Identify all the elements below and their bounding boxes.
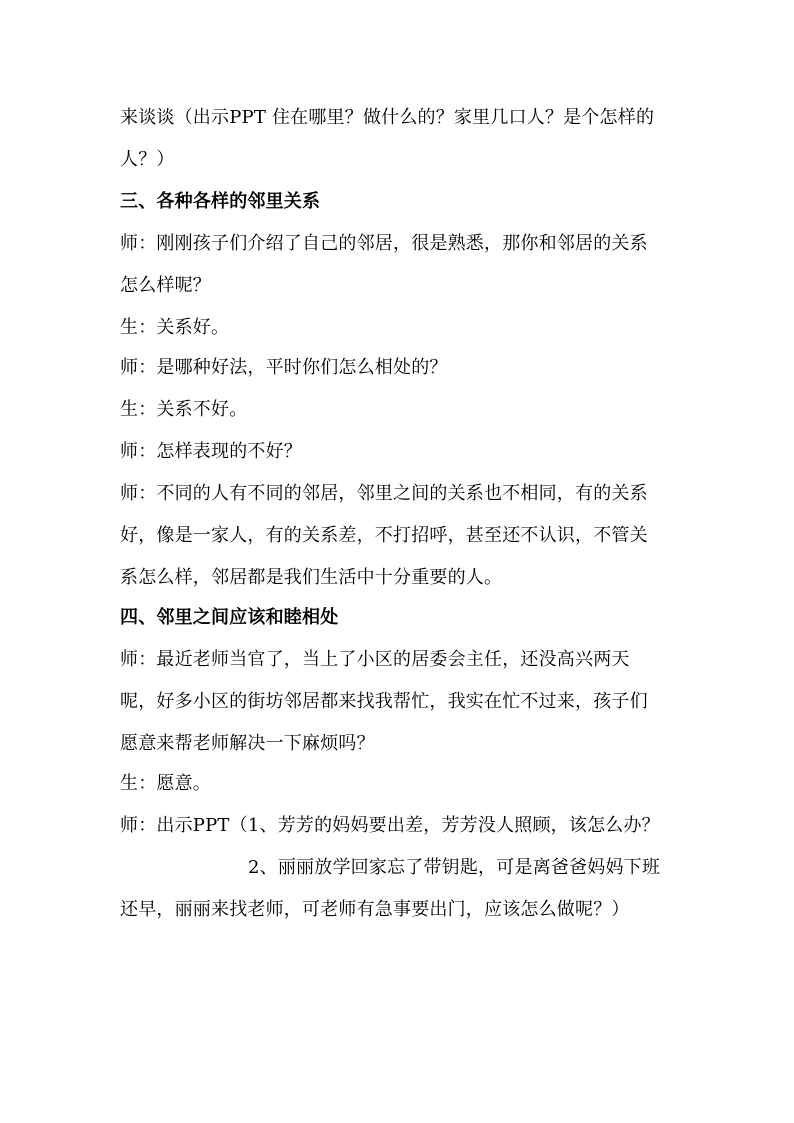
paragraph-line: 来谈谈（出示PPT 住在哪里？做什么的？家里几口人？是个怎样的 <box>120 107 655 128</box>
paragraph-line: 师：出示PPT（1、芳芳的妈妈要出差，芳芳没人照顾，该怎么办？ <box>120 815 660 836</box>
paragraph-line: 呢，好多小区的街坊邻居都来找我帮忙，我实在忙不过来，孩子们 <box>120 691 648 712</box>
paragraph-line: 师：是哪种好法，平时你们怎么相处的？ <box>120 357 448 378</box>
paragraph-line: 生：愿意。 <box>120 773 211 794</box>
paragraph-line: 系怎么样，邻居都是我们生活中十分重要的人。 <box>120 567 503 588</box>
paragraph-line: 人？） <box>120 149 175 170</box>
paragraph-line: 好，像是一家人，有的关系差，不打招呼，甚至还不认识，不管关 <box>120 525 648 546</box>
paragraph-line: 生：关系不好。 <box>120 399 248 420</box>
paragraph-line-indented: 2、丽丽放学回家忘了带钥匙，可是离爸爸妈妈下班 <box>248 857 661 878</box>
section-heading: 四、邻里之间应该和睦相处 <box>120 607 339 628</box>
paragraph-line: 师：最近老师当官了，当上了小区的居委会主任，还没高兴两天 <box>120 649 630 670</box>
paragraph-line: 师：不同的人有不同的邻居，邻里之间的关系也不相同，有的关系 <box>120 483 648 504</box>
section-heading: 三、各种各样的邻里关系 <box>120 191 321 212</box>
paragraph-line: 怎么样呢？ <box>120 275 211 296</box>
paragraph-line: 愿意来帮老师解决一下麻烦吗？ <box>120 733 375 754</box>
paragraph-line: 师：刚刚孩子们介绍了自己的邻居，很是熟悉，那你和邻居的关系 <box>120 233 648 254</box>
paragraph-line: 还早，丽丽来找老师，可老师有急事要出门，应该怎么做呢？） <box>120 899 630 920</box>
paragraph-line: 师：怎样表现的不好？ <box>120 441 302 462</box>
paragraph-line: 生：关系好。 <box>120 317 230 338</box>
